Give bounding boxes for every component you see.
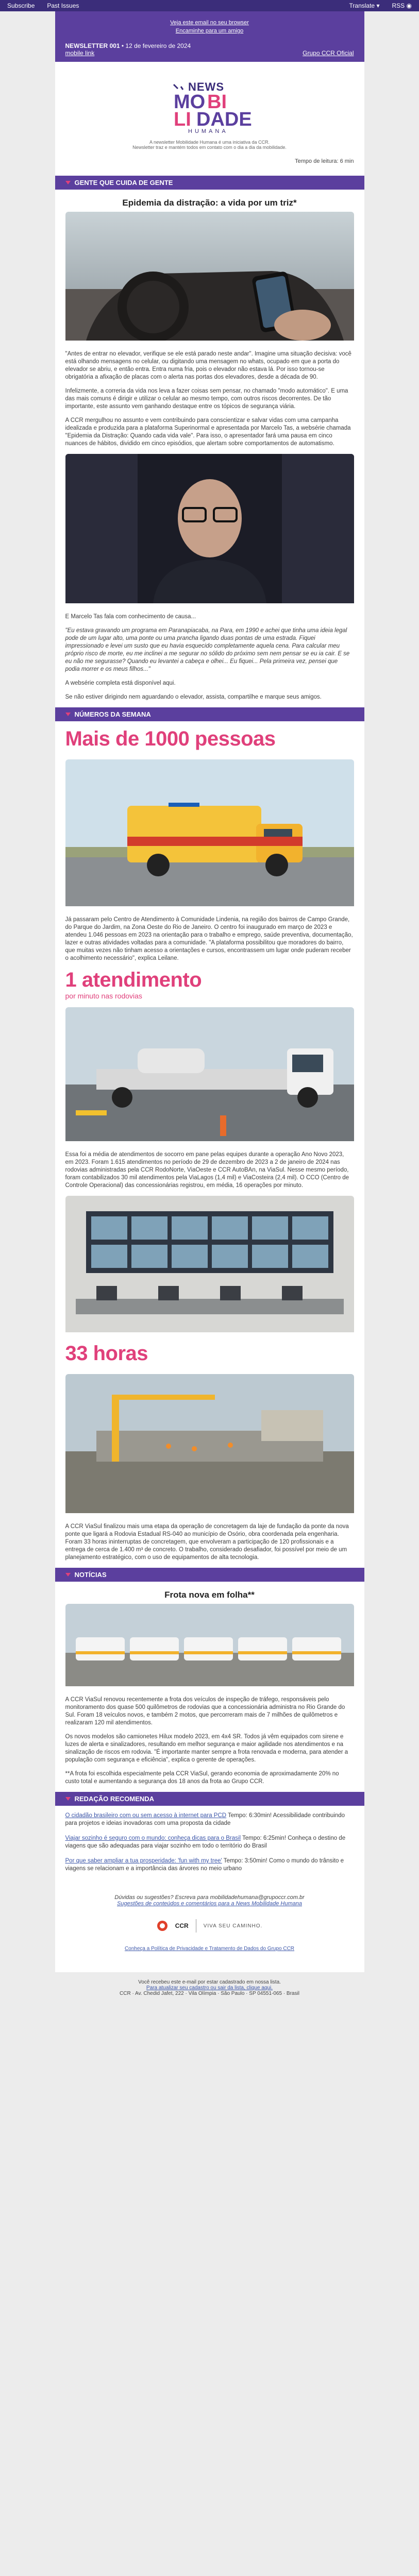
edition-date: • 12 de fevereiro de 2024 bbox=[121, 42, 191, 49]
number-paragraph-2: Essa foi a média de atendimentos de socorro em pane pelas equipes durante a operação Ano Novo 2023, em 2023. Foram 1.615 atendimentos no período de 29 de dezembro de 2023 a 2 de janeiro de 2024 nas rodovias administradas pela CCR RodoNorte, ViaOeste e CCR AutoBAn, na ViaSul. Nesse mesmo período, foram contabilizados 30 mil atendimentos pela ViaLagos (1,4 mil) e ViaCosteira (2,4 mil). O CCO (Centro de Controle Operacional) das concessionárias registrou, em média, 16 operações por minuto. bbox=[65, 1151, 349, 1189]
svg-text:BI: BI bbox=[207, 91, 227, 113]
past-issues-link[interactable]: Past Issues bbox=[47, 2, 79, 9]
fleet-image bbox=[65, 1604, 354, 1689]
tow-truck-image bbox=[65, 1007, 354, 1144]
recommend-item bbox=[65, 1812, 354, 1827]
marcelo-tas-image bbox=[65, 454, 354, 606]
recommend-link-3[interactable]: Por que saber ampliar a tua prosperidade: 'fun with my tree' bbox=[65, 1858, 222, 1864]
arrow-down-icon bbox=[65, 713, 71, 716]
svg-text:HUMANA: HUMANA bbox=[188, 128, 228, 134]
article-paragraph-4: E Marcelo Tas fala com conhecimento de causa... bbox=[65, 614, 196, 620]
svg-text:NEWS: NEWS bbox=[188, 80, 224, 93]
section-redacao: REDAÇÃO RECOMENDA bbox=[55, 1792, 364, 1806]
legal-line-1: Você recebeu este e-mail por estar cadastrado em nossa lista. bbox=[138, 1979, 281, 1985]
recommend-text-1: Tempo: 6:30min! Acessibilidade contribuindo para projetos e ideias inovadoras com uma proposta da cidade bbox=[65, 1812, 345, 1826]
privacy-link[interactable]: Conheça a Política de Privacidade e Tratamento de Dados do Grupo CCR bbox=[124, 1946, 295, 1952]
logo-tagline: A newsletter Mobilidade Humana é uma iniciativa da CCR. bbox=[149, 140, 270, 145]
ambulance-image bbox=[65, 759, 354, 909]
number-paragraph-1: Já passaram pelo Centro de Atendimento à Comunidade Lindenia, na região dos bairros de Campo Grande, do Parque do Jardim, na Zona Oeste do Rio de Janeiro. O centro foi inaugurado em março de 2023 e atendeu 1.046 pessoas em 2023 na orientação para o trabalho e emprego, saúde preventiva, documentação, lazer e outras atividades voltadas para a comunidade. "A plataforma possibilitou que moradores do bairro, que muitas vezes não tinham acesso a orientações e cursos, encontrassem um lugar onde puderam receber o acolhimento necessário", explica Leilane. bbox=[65, 917, 353, 961]
recommend-item bbox=[65, 1835, 354, 1850]
article-paragraph-2: Infelizmente, a correria da vida nos leva a fazer coisas sem pensar, no chamado "modo automático". E uma das mais comuns é dirigir e utilizar o celular ao mesmo tempo, com outros riscos decorrentes. De tão importante, este assunto vem ganhando destaque entre os tópicos de segurança viária. bbox=[65, 388, 348, 410]
article-title: Epidemia da distração: a vida por um triz* bbox=[122, 198, 297, 208]
recommend-link-1[interactable]: O cidadão brasileiro com ou sem acesso à internet para PCD bbox=[65, 1812, 227, 1819]
number-paragraph-3: A CCR ViaSul finalizou mais uma etapa da operação de concretagem da laje de fundação da ponte da nova ponte que ligará a Rodovia Estadual RS-040 ao município de Osório, obra coordenada pela engenharia. Foram 33 horas ininterruptas de concretagem, que envolveram a participação de 120 profissionais e a entrega de cerca de 1.400 m³ de concreto. O trabalho, considerado desafiador, foi possível por meio de um planejamento estratégico, com o uso de equipamentos de alta tecnologia. bbox=[65, 1523, 349, 1561]
reading-time: Tempo de leitura: 6 min bbox=[295, 158, 354, 164]
news-title: Frota nova em folha** bbox=[164, 1590, 255, 1600]
article-paragraph-3: A CCR mergulhou no assunto e vem contribuindo para conscientizar e salvar vidas com uma campanha idealizada e produzida para a plataforma Superinormal e apresentada por Marcelo Tas, a websérie chamada "Epidemia da Distração: Quando cada vida vale". Para isso, o apresentador fará uma pausa em cinco nuances de hábitos, dividido em cinco episódios, que alertam sobre comportamentos de automatismo. bbox=[65, 417, 351, 447]
svg-text:DADE: DADE bbox=[196, 109, 252, 130]
news-section bbox=[55, 1591, 364, 1786]
recommend-text-2: Tempo: 6:25min! Conheça o destino de viagens que são adequadas para viajar sozinho em todo o território do Brasil bbox=[65, 1835, 346, 1849]
news-paragraph-1: A CCR ViaSul renovou recentemente a frota dos veículos de inspeção de tráfego, responsáveis pelo monitoramento dos quase 500 quilômetros de rodovias que a concessionária administra no Rio Grande do Sul. Foram 18 veículos novos, e também 2 motos, que percorreram mais de 7 milhões de quilômetros e realizaram 120 mil atendimentos. bbox=[65, 1697, 345, 1726]
numbers-section bbox=[55, 727, 364, 1562]
number-headline-3: 33 horas bbox=[65, 1342, 148, 1365]
forward-link[interactable]: Encaminhe para um amigo bbox=[175, 28, 244, 34]
ccr-logo-icon bbox=[157, 1920, 168, 1931]
section-numeros: NÚMEROS DA SEMANA bbox=[55, 707, 364, 721]
svg-text:MO: MO bbox=[173, 91, 205, 113]
rss-icon: ◉ bbox=[406, 2, 412, 9]
news-paragraph-3: **A frota foi escolhida especialmente pela CCR ViaSul, gerando economia de aproximadamente 20% no custo total e aumentando a segurança dos 18 anos da frota ao Grupo CCR. bbox=[65, 1771, 339, 1785]
number-headline-1: Mais de 1000 pessoas bbox=[65, 727, 276, 750]
section-gente: GENTE QUE CUIDA DE GENTE bbox=[55, 176, 364, 190]
footer-question: Dúvidas ou sugestões? Escreva para mobilidadehumana@grupoccr.com.br Sugestões de conteúdos e comentários para a News Mobilidade Humana bbox=[114, 1894, 305, 1907]
mobilidade-humana-logo bbox=[158, 77, 261, 134]
edition-info bbox=[65, 42, 191, 57]
ccr-slogan: VIVA SEU CAMINHO. bbox=[203, 1923, 263, 1929]
grupo-ccr-link[interactable]: Grupo CCR Oficial bbox=[303, 49, 354, 57]
number-headline-2: 1 atendimento bbox=[65, 969, 202, 991]
article-paragraph-6: Se não estiver dirigindo nem aguardando o elevador, assista, compartilhe e marque seus amigos. bbox=[65, 694, 322, 700]
mobile-link[interactable]: mobile link bbox=[65, 49, 95, 57]
header bbox=[55, 11, 364, 62]
ccr-brand bbox=[65, 1919, 354, 1933]
arrow-down-icon bbox=[65, 181, 71, 184]
translate-link[interactable]: Translate ▾ bbox=[349, 2, 380, 9]
edition-label: NEWSLETTER 001 bbox=[65, 42, 120, 49]
newsletter-logo bbox=[55, 62, 364, 153]
car-dashboard-image bbox=[65, 212, 354, 343]
recommend-section bbox=[55, 1812, 364, 1873]
chevron-down-icon: ▾ bbox=[376, 2, 380, 9]
footer bbox=[55, 1880, 364, 1972]
number-subheadline-2: por minuto nas rodovias bbox=[65, 992, 142, 1000]
rss-link[interactable]: RSS ◉ bbox=[392, 2, 412, 9]
subscribe-link[interactable]: Subscribe bbox=[7, 2, 35, 9]
newsletter-body bbox=[55, 11, 364, 1972]
recommend-link-2[interactable]: Viajar sozinho é seguro com o mundo: conheça dicas para o Brasil bbox=[65, 1835, 241, 1841]
recommend-text-3: Tempo: 3:50min! Como o mundo do trânsito e viagens se relacionam e a importância das árvores no meio urbano bbox=[65, 1858, 344, 1872]
svg-text:LI: LI bbox=[173, 109, 191, 130]
arrow-down-icon bbox=[65, 1573, 71, 1577]
article-quote: "Eu estava gravando um programa em Paranapiacaba, na Para, em 1990 e achei que tinha uma ideia legal pode de um lugar alto, uma ponte ou uma prancha ligando duas pontas de uma estrada. Fiquei impressionado e levei um susto que eu havia esquecido completamente aquela cena. Para calcular meu próprio risco de morte, eu me inclinei a me segurar no sólido do próximo sem nem pensar se eu ia cair. E se eu não me segurasse? Quando eu levantei a cabeça e olhei... Eu fiquei... Pela primeira vez, pensei que podia morrer e os meus filhos..." bbox=[65, 628, 350, 672]
footer-question-link[interactable]: Sugestões de conteúdos e comentários para a News Mobilidade Humana bbox=[117, 1901, 302, 1907]
article-paragraph-1: "Antes de entrar no elevador, verifique se ele está parado neste andar". Imagine uma situação decisiva: você está olhando mensagens no celular, ou digitando uma mensagem no whats, ocupado em que a porta do elevador se abriu, e então entra. Entra numa fria, pois o elevador não estava lá. Por isso tornou-se obrigatória a afixação de placas com o alerta nas portas dos elevadores, desde a década de 90. bbox=[65, 351, 351, 380]
news-paragraph-2: Os novos modelos são camionetes Hilux modelo 2023, em 4x4 SR. Todos já vêm equipados com sirene e luzes de alerta e sinalizadores, resultando em melhor segurança e maior agilidade nos atendimentos e na sinalização de riscos em rodovia. "É importante manter sempre a frota renovada e moderna, para atender a população com segurança e eficiência", explica o gerente de operações. bbox=[65, 1734, 348, 1763]
legal-line-3: CCR · Av. Chedid Jafet, 222 · Vila Olímpia · São Paulo · SP 04551-065 · Brasil bbox=[120, 1991, 299, 1996]
recommend-item bbox=[65, 1857, 354, 1873]
view-in-browser-link[interactable]: Veja este email no seu browser bbox=[170, 20, 249, 26]
legal-line-2[interactable]: Para atualizar seu cadastro ou sair da lista, clique aqui. bbox=[146, 1985, 273, 1991]
control-center-image bbox=[65, 1196, 354, 1335]
section-noticias: NOTÍCIAS bbox=[55, 1568, 364, 1582]
bridge-construction-image bbox=[65, 1374, 354, 1516]
article-distracao bbox=[55, 199, 364, 701]
top-bar bbox=[0, 0, 419, 11]
legal-footer bbox=[0, 1972, 419, 2004]
article-paragraph-5: A websérie completa está disponível aqui. bbox=[65, 680, 176, 686]
logo-tagline-2: Newsletter traz e mantém todos em contato com o dia a dia da mobilidade. bbox=[132, 145, 287, 150]
arrow-down-icon bbox=[65, 1797, 71, 1801]
ccr-name: CCR bbox=[175, 1922, 189, 1929]
